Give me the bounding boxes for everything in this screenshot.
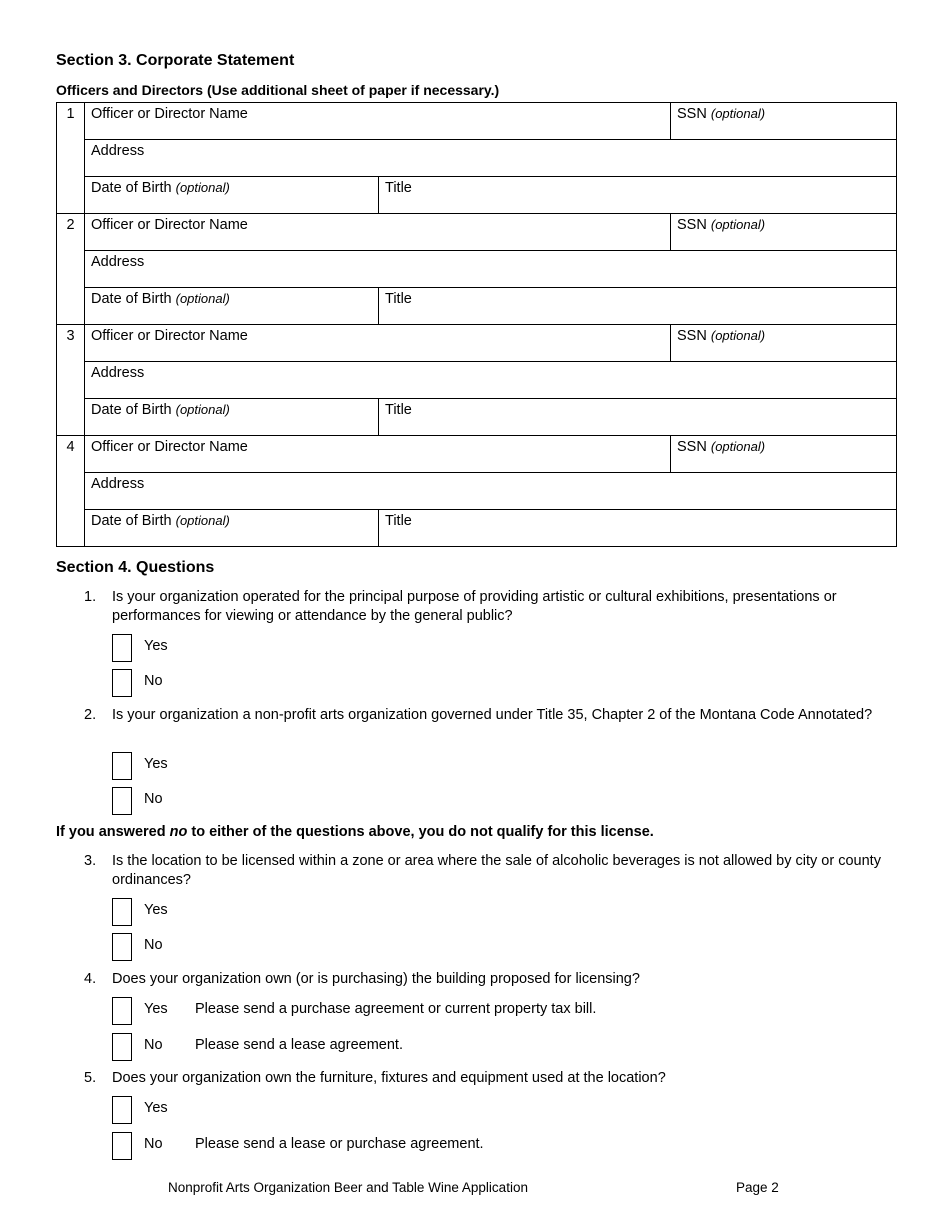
- ssn-field[interactable]: SSN (optional): [671, 214, 897, 251]
- no-label: No: [144, 937, 163, 953]
- no-label: No: [144, 673, 163, 689]
- officer-name-field[interactable]: Officer or Director Name: [85, 436, 671, 473]
- q2-yes-checkbox[interactable]: [112, 752, 132, 780]
- officer-row-1: [57, 103, 897, 140]
- officer-title-field[interactable]: Title: [379, 177, 897, 214]
- officer-dob-row: [57, 177, 897, 214]
- question-text: Is your organization a non-profit arts organization governed under Title 35, Chapter 2 of the Montana Code Annotated?: [112, 707, 873, 723]
- officer-dob-row: [57, 288, 897, 325]
- officer-address-row: [57, 362, 897, 399]
- officer-title-field[interactable]: Title: [379, 510, 897, 547]
- q4-yes-checkbox[interactable]: [112, 997, 132, 1025]
- officer-name-field[interactable]: Officer or Director Name: [85, 325, 671, 362]
- officer-number: 1: [57, 103, 85, 214]
- question-text: Does your organization own (or is purchasing) the building proposed for licensing?: [112, 971, 640, 987]
- question-4: [84, 970, 904, 989]
- ssn-field[interactable]: SSN (optional): [671, 436, 897, 473]
- q3-no-checkbox[interactable]: [112, 933, 132, 961]
- question-1: [84, 588, 904, 626]
- officer-number: 4: [57, 436, 85, 547]
- yes-label: Yes: [144, 1001, 168, 1017]
- footer-form-name: Nonprofit Arts Organization Beer and Table Wine Application: [168, 1180, 528, 1195]
- ssn-field[interactable]: SSN (optional): [671, 103, 897, 140]
- officer-title-field[interactable]: Title: [379, 288, 897, 325]
- q1-no-checkbox[interactable]: [112, 669, 132, 697]
- question-2: [84, 706, 904, 725]
- officers-table: [56, 102, 897, 547]
- q2-no-checkbox[interactable]: [112, 787, 132, 815]
- question-number: 2.: [84, 707, 97, 723]
- section-4-title: Section 4. Questions: [56, 559, 215, 576]
- address-field[interactable]: Address: [85, 251, 897, 288]
- address-field[interactable]: Address: [85, 140, 897, 177]
- officer-dob-row: [57, 510, 897, 547]
- footer-page-number: Page 2: [736, 1180, 779, 1195]
- no-label: No: [144, 1037, 163, 1053]
- officer-dob-row: [57, 399, 897, 436]
- question-number: 3.: [84, 853, 97, 869]
- officer-address-row: [57, 140, 897, 177]
- yes-label: Yes: [144, 1100, 168, 1116]
- q1-yes-checkbox[interactable]: [112, 634, 132, 662]
- ssn-field[interactable]: SSN (optional): [671, 325, 897, 362]
- q3-yes-checkbox[interactable]: [112, 898, 132, 926]
- question-text: Is your organization operated for the principal purpose of providing artistic or cultural exhibitions, presentations or performances for viewing or attendance by the general public?: [112, 589, 837, 624]
- officer-name-field[interactable]: Officer or Director Name: [85, 214, 671, 251]
- date-of-birth-field[interactable]: Date of Birth (optional): [85, 288, 379, 325]
- officer-address-row: [57, 251, 897, 288]
- q4-no-checkbox[interactable]: [112, 1033, 132, 1061]
- question-number: 1.: [84, 589, 97, 605]
- question-number: 5.: [84, 1070, 97, 1086]
- no-label: No: [144, 791, 163, 807]
- officer-row-2: [57, 214, 897, 251]
- question-3: [84, 852, 904, 890]
- officer-number: 3: [57, 325, 85, 436]
- yes-label: Yes: [144, 902, 168, 918]
- officer-row-4: [57, 436, 897, 473]
- address-field[interactable]: Address: [85, 362, 897, 399]
- question-number: 4.: [84, 971, 97, 987]
- qualification-warning: If you answered no to either of the questions above, you do not qualify for this license.: [56, 824, 654, 840]
- yes-label: Yes: [144, 756, 168, 772]
- date-of-birth-field[interactable]: Date of Birth (optional): [85, 399, 379, 436]
- q4-no-note: Please send a lease agreement.: [195, 1037, 403, 1053]
- q5-no-note: Please send a lease or purchase agreement.: [195, 1136, 484, 1152]
- officer-address-row: [57, 473, 897, 510]
- officer-title-field[interactable]: Title: [379, 399, 897, 436]
- question-text: Does your organization own the furniture, fixtures and equipment used at the location?: [112, 1070, 666, 1086]
- no-label: No: [144, 1136, 163, 1152]
- question-5: [84, 1069, 904, 1088]
- section-3-title: Section 3. Corporate Statement: [56, 52, 295, 69]
- q4-yes-note: Please send a purchase agreement or current property tax bill.: [195, 1001, 597, 1017]
- q5-no-checkbox[interactable]: [112, 1132, 132, 1160]
- officer-row-3: [57, 325, 897, 362]
- question-text: Is the location to be licensed within a zone or area where the sale of alcoholic beverages is not allowed by city or county ordinances?: [112, 853, 881, 888]
- officers-subheading: Officers and Directors (Use additional sheet of paper if necessary.): [56, 82, 500, 98]
- date-of-birth-field[interactable]: Date of Birth (optional): [85, 177, 379, 214]
- date-of-birth-field[interactable]: Date of Birth (optional): [85, 510, 379, 547]
- officer-number: 2: [57, 214, 85, 325]
- officer-name-field[interactable]: Officer or Director Name: [85, 103, 671, 140]
- yes-label: Yes: [144, 638, 168, 654]
- q5-yes-checkbox[interactable]: [112, 1096, 132, 1124]
- address-field[interactable]: Address: [85, 473, 897, 510]
